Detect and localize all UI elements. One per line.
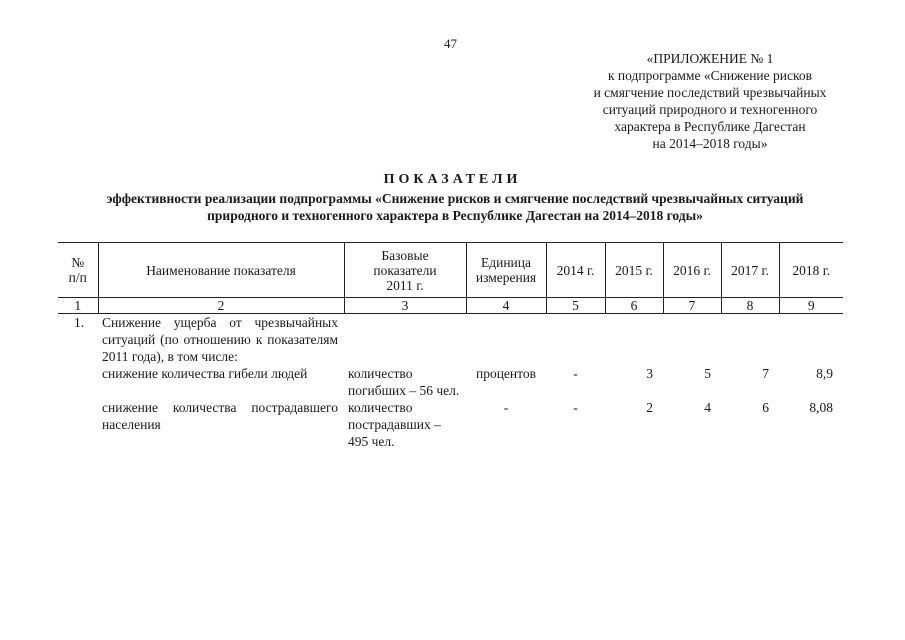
table-header-row: [58, 243, 843, 298]
column-number: 5: [546, 298, 605, 314]
header-base-values: Базовые показатели 2011 г.: [344, 243, 466, 298]
value-2016: 4: [704, 400, 711, 415]
value-2015: 2: [646, 400, 653, 415]
table-row-group: [58, 314, 843, 366]
value-2017: 7: [762, 366, 769, 381]
indicator-name: снижение количества гибели людей: [102, 366, 308, 381]
indicator-name: Снижение ущерба от чрезвычайных ситуаций (по отношению к показателям 2011 года), в том числе:: [102, 315, 338, 364]
header-unit: Единица измерения: [466, 243, 546, 298]
document-subtitle: [30, 190, 880, 224]
column-number: 4: [466, 298, 546, 314]
document-title: ПОКАЗАТЕЛИ: [383, 172, 522, 187]
header-number: № п/п: [58, 243, 98, 298]
appendix-line: характера в Республике Дагестан: [614, 119, 806, 134]
column-number: 9: [779, 298, 843, 314]
column-number-row: [58, 298, 843, 314]
appendix-heading: [560, 50, 860, 152]
value-2018: 8,9: [816, 366, 833, 381]
value-2017: 6: [762, 400, 769, 415]
indicators-table: [58, 242, 843, 450]
column-number: 8: [721, 298, 779, 314]
appendix-line: и смягчение последствий чрезвычайных: [593, 85, 827, 100]
column-number: 7: [663, 298, 721, 314]
subtitle-line-1: эффективности реализации подпрограммы «Снижение рисков и смягчение последствий чрезвычайных ситуаций: [106, 191, 804, 206]
header-year-2018: 2018 г.: [779, 243, 843, 298]
page-number: 47: [444, 36, 457, 51]
indicator-name: снижение количества пострадавшего населения: [102, 400, 338, 432]
header-year-2014: 2014 г.: [546, 243, 605, 298]
appendix-line: к подпрограмме «Снижение рисков: [608, 68, 812, 83]
column-number: 3: [344, 298, 466, 314]
table-row: [58, 399, 843, 450]
value-2015: 3: [646, 366, 653, 381]
base-value: количество пострадавших – 495 чел.: [348, 400, 441, 449]
subtitle-line-2: природного и техногенного характера в Республике Дагестан на 2014–2018 годы»: [207, 208, 703, 223]
value-2014: -: [573, 366, 578, 381]
column-number: 1: [58, 298, 98, 314]
unit: процентов: [475, 366, 536, 381]
appendix-line: «ПРИЛОЖЕНИЕ № 1: [646, 51, 774, 66]
base-value: количество погибших – 56 чел.: [348, 366, 460, 398]
column-number: 6: [605, 298, 663, 314]
header-year-2015: 2015 г.: [605, 243, 663, 298]
column-number: 2: [98, 298, 344, 314]
row-number: 1.: [74, 315, 85, 330]
header-indicator-name: Наименование показателя: [98, 243, 344, 298]
appendix-line: ситуаций природного и техногенного: [602, 102, 818, 117]
appendix-line: на 2014–2018 годы»: [652, 136, 768, 151]
header-year-2016: 2016 г.: [663, 243, 721, 298]
table-row: [58, 365, 843, 399]
value-2016: 5: [704, 366, 711, 381]
value-2014: -: [573, 400, 578, 415]
header-year-2017: 2017 г.: [721, 243, 779, 298]
unit: -: [503, 400, 509, 415]
value-2018: 8,08: [809, 400, 833, 415]
